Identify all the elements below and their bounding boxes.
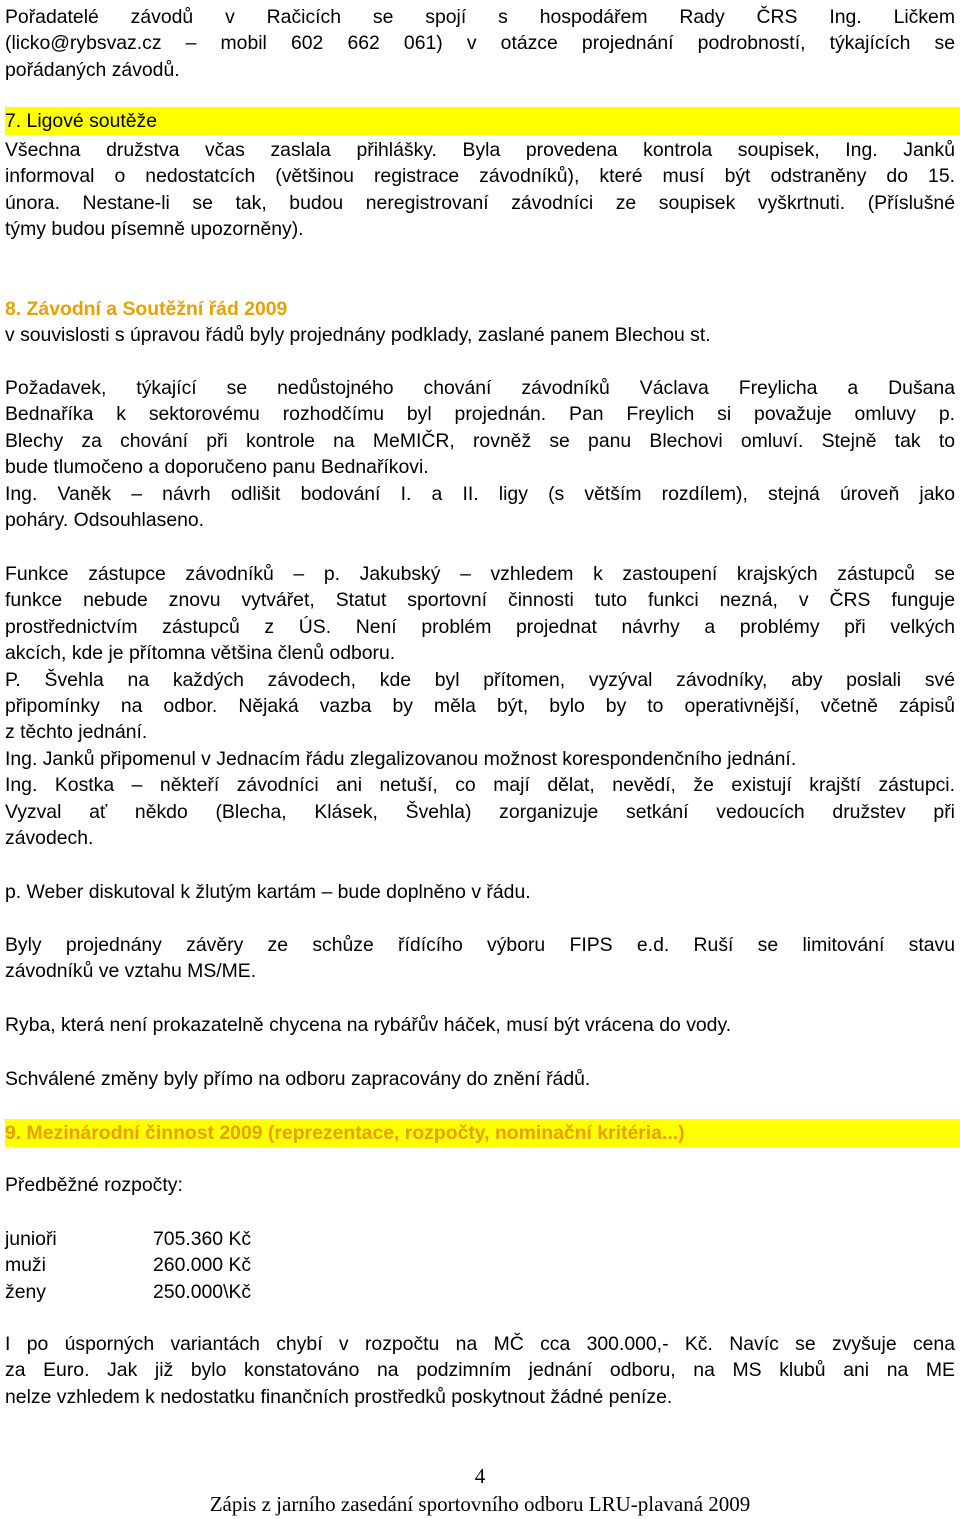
para2-line-4: akcích, kde je přítomna většina členů odboru. (5, 642, 396, 665)
section-7-heading (5, 107, 960, 135)
budget-amount: 250.000\Kč (153, 1280, 252, 1303)
para1-line-6: poháry. Odsouhlaseno. (5, 509, 205, 532)
closing-line-1: I po úsporných variantách chybí v rozpočtu na MČ cca 300.000,- Kč. Navíc se zvyšuje cena (5, 1333, 955, 1355)
para2-line-2: funkce nebude znovu vytvářet, Statut sportovní činnosti tuto funkci nezná, v ČRS funguje (5, 589, 955, 612)
budget-table (5, 1226, 251, 1305)
section-7-line-4: týmy budou písemně upozorněny). (5, 218, 304, 241)
para2-line-7: z těchto jednání. (5, 721, 148, 744)
weber-paragraph (5, 879, 955, 905)
table-row (5, 1279, 251, 1305)
budget-amount: 705.360 Kč (153, 1228, 252, 1250)
para1-line-5: Ing. Vaněk – návrh odlišit bodování I. a II. ligy (s větším rozdílem), stejná úroveň jako (5, 482, 955, 505)
budget-amount: 260.000 Kč (153, 1254, 252, 1277)
fips-line-1: Byly projednány závěry ze schůze řídícího výboru FIPS e.d. Ruší se limitování stavu (5, 934, 955, 956)
prelim-budgets-text: Předběžné rozpočty: (5, 1174, 183, 1196)
section-8-heading: 8. Závodní a Soutěžní řád 2009 (5, 298, 288, 320)
section-8-paragraph-1 (5, 375, 955, 533)
para2-line-10: Vyzval ať někdo (Blecha, Klásek, Švehla) zorganizuje setkání vedoucích družstev při (5, 800, 955, 823)
schvalene-line: Schválené změny byly přímo na odboru zapracovány do znění řádů. (5, 1068, 591, 1090)
para2-line-5: P. Švehla na každých závodech, kde byl přítomen, vyzýval závodníky, aby poslali své (5, 668, 955, 691)
budget-category: junioři (5, 1228, 57, 1250)
table-row (5, 1226, 251, 1252)
para1-line-2: Bednaříka k sektorovému rozhodčímu byl projednán. Pan Freylich si považuje omluvy p. (5, 403, 955, 426)
closing-line-2: za Euro. Jak již bylo konstatováno na podzimním jednání odboru, na MS klubů ani na ME (5, 1359, 955, 1382)
closing-paragraph (5, 1331, 955, 1410)
closing-line-3: nelze vzhledem k nedostatku finančních prostředků poskytnout žádné peníze. (5, 1385, 673, 1408)
para2-line-6: připomínky na odbor. Nějaká vazba by měla být, bylo by to operativnější, včetně zápisů (5, 695, 955, 718)
section-8-paragraph-2 (5, 561, 955, 851)
para2-line-1: Funkce zástupce závodníků – p. Jakubský – vzhledem k zastoupení krajských zástupců se (5, 563, 955, 585)
para2-line-9: Ing. Kostka – někteří závodníci ani netuší, co mají dělat, nevědí, že existují krajští zástupci. (5, 774, 955, 797)
fips-line-2: závodníků ve vztahu MS/ME. (5, 960, 257, 983)
budget-category: ženy (5, 1280, 46, 1303)
section-9-heading-text: 9. Mezinárodní činnost 2009 (reprezentace, rozpočty, nominační kritéria...) (5, 1122, 685, 1144)
prelim-budgets-label (5, 1172, 955, 1198)
schvalene-paragraph (5, 1066, 955, 1092)
section-7-paragraph (5, 137, 955, 243)
section-7-line-3: února. Nestane-li se tak, budou neregistrovaní závodníci ze soupisek vyškrtnuti. (Příslušné (5, 191, 955, 214)
weber-line: p. Weber diskutoval k žlutým kartám – bude doplněno v řádu. (5, 881, 531, 903)
section-8-intro-line: v souvislosti s úpravou řádů byly projednány podklady, zaslané panem Blechou st. (5, 324, 711, 347)
section-7-heading-text: 7. Ligové soutěže (5, 110, 158, 132)
para2-line-11: závodech. (5, 827, 94, 850)
ryba-line: Ryba, která není prokazatelně chycena na rybářův háček, musí být vrácena do vody. (5, 1014, 732, 1036)
para1-line-4: bude tlumočeno a doporučeno panu Bednaříkovi. (5, 456, 429, 479)
para2-line-8: Ing. Janků připomenul v Jednacím řádu zlegalizovanou možnost korespondenčního jednání. (5, 747, 797, 770)
page-number: 4 (474, 1464, 486, 1488)
fips-paragraph (5, 932, 955, 985)
ryba-paragraph (5, 1012, 955, 1038)
para2-line-3: prostřednictvím zástupců z ÚS. Není problém projednat návrhy a problémy při velkých (5, 615, 955, 638)
section-7-line-2: informoval o nedostatcích (většinou registrace závodníků), které musí být odstraněny do 15. (5, 165, 955, 188)
table-row (5, 1252, 251, 1278)
para1-line-3: Blechy za chování při kontrole na MeMIČR, rovněž se panu Blechovi omluví. Stejně tak to (5, 429, 955, 452)
section-9-heading (5, 1119, 960, 1147)
footer-title: Zápis z jarního zasedání sportovního odboru LRU-plavaná 2009 (209, 1492, 751, 1516)
intro-line-1: Pořadatelé závodů v Račicích se spojí s hospodářem Rady ČRS Ing. Ličkem (5, 6, 955, 28)
intro-line-3: pořádaných závodů. (5, 58, 180, 81)
section-7-line-1: Všechna družstva včas zaslala přihlášky. Byla provedena kontrola soupisek, Ing. Janků (5, 139, 955, 161)
section-8 (5, 296, 955, 349)
para1-line-1: Požadavek, týkající se nedůstojného chování závodníků Václava Freylicha a Dušana (5, 377, 955, 399)
intro-paragraph (5, 4, 955, 83)
intro-line-2: (licko@rybsvaz.cz – mobil 602 662 061) v otázce projednání podrobností, týkajících se (5, 32, 955, 55)
budget-category: muži (5, 1254, 46, 1277)
